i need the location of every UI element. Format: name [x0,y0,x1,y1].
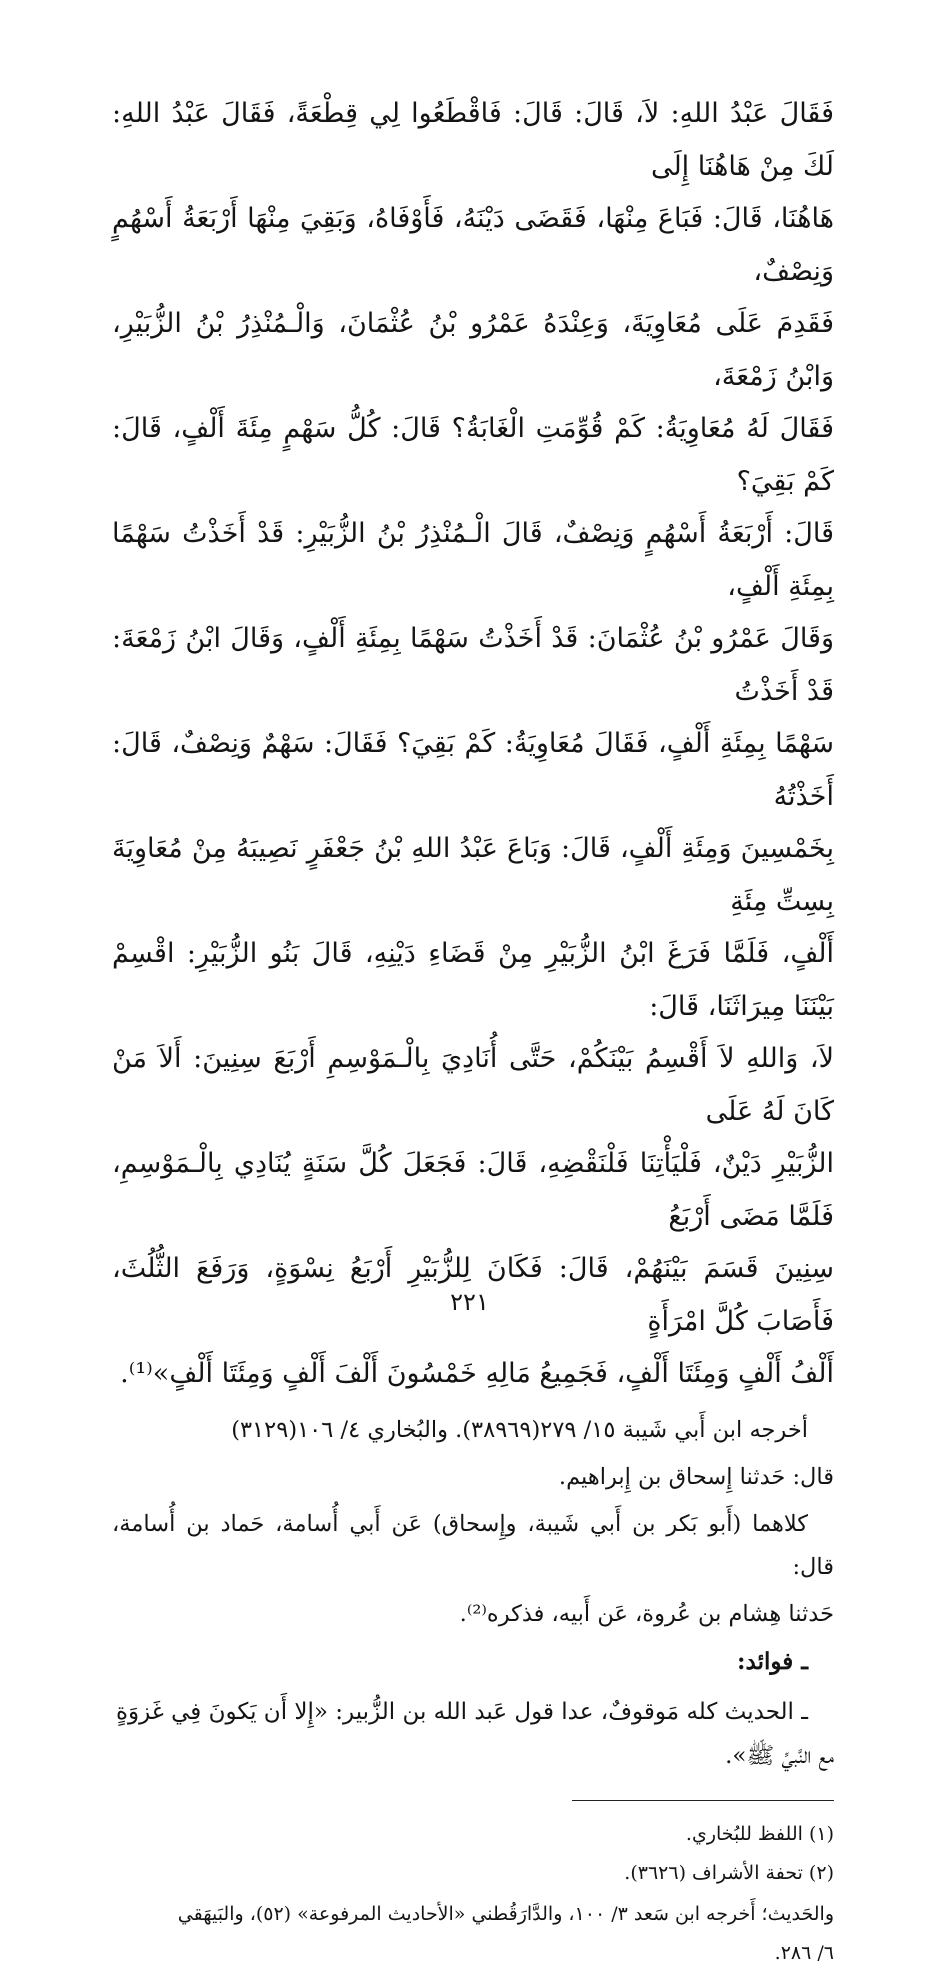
footnotes [112,1815,834,1973]
page-content [112,88,834,1973]
fawaid-heading: ـ فوائد: [737,1647,808,1675]
hadith-line: فَقَدِمَ عَلَى مُعَاوِيَةَ، وَعِنْدَهُ عَمْرُو بْنُ عُثْمَانَ، وَالْـمُنْذِرُ بْنُ الزُّبَيْرِ، وَابْنُ زَمْعَةَ، [112,308,834,392]
hadith-line: قَالَ: أَرْبَعَةُ أَسْهُمٍ وَنِصْفٌ، قَالَ الْـمُنْذِرُ بْنُ الزُّبَيْرِ: قَدْ أَخَذْتُ سَهْمًا بِمِئَةِ أَلْفٍ، [112,518,834,602]
hadith-line: فَقَالَ لَهُ مُعَاوِيَةُ: كَمْ قُوِّمَتِ الْغَابَةُ؟ قَالَ: كُلُّ سَهْمٍ مِئَةَ أَلْفٍ، قَالَ: كَمْ بَقِيَ؟ [112,413,834,497]
hadith-line: أَلْفٍ، فَلَمَّا فَرَغَ ابْنُ الزُّبَيْرِ مِنْ قَضَاءِ دَيْنِهِ، قَالَ بَنُو الزُّبَيْرِ: اقْسِمْ بَيْنَنَا مِيرَاثَنَا، قَالَ: [112,938,834,1022]
takhrij-line: كلاهما (أَبو بَكر بن أَبي شَيبة، وإِسحاق) عَن أَبي أُسامة، حَماد بن أُسامة، قال: [112,1510,834,1580]
takhrij-line: قال: حَدثنا إِسحاق بن إِبراهيم. [558,1463,834,1490]
hadith-line: سِنِينَ قَسَمَ بَيْنَهُمْ، قَالَ: فَكَانَ لِلزُّبَيْرِ أَرْبَعُ نِسْوَةٍ، وَرَفَعَ الثُّلُثَ، فَأَصَابَ كُلَّ امْرَأَةٍ [112,1253,834,1337]
footnote-2-continuation: ٦/ ٢٨٦. [774,1941,834,1964]
hadith-line: لاَ، وَاللهِ لاَ أَقْسِمُ بَيْنَكُمْ، حَتَّى أُنَادِيَ بِالْـمَوْسِمِ أَرْبَعَ سِنِينَ: أَلاَ مَنْ كَانَ لَهُ عَلَى [112,1043,834,1127]
fawaid-text: ـ الحديث كله مَوقوفٌ، عدا قول عَبد الله بن الزُّبير: «إِلا أَن يَكونَ فِي غَزوَةٍ [115,1698,808,1725]
hadith-line: هَاهُنَا، قَالَ: فَبَاعَ مِنْهَا، فَقَضَى دَيْنَهُ، فَأَوْفَاهُ، وَبَقِيَ مِنْهَا أَرْبَعَةُ أَسْهُمٍ وَنِصْفٌ، [112,203,834,287]
fawaid-text: مع النَّبيِّ ﷺ». [725,1742,834,1769]
takhrij-line: حَدثنا هِشام بن عُروة، عَن أَبيه، فذكره⁽²⁾. [459,1600,834,1627]
hadith-line: وَقَالَ عَمْرُو بْنُ عُثْمَانَ: قَدْ أَخَذْتُ سَهْمًا بِمِئَةِ أَلْفٍ، وَقَالَ ابْنُ زَمْعَةَ: قَدْ أَخَذْتُ [112,623,834,707]
footnote-2: (٢) تحفة الأشراف (٣٦٢٦). [624,1861,834,1884]
footnote-divider [572,1800,834,1801]
footnote-2-continuation: والحَديث؛ أَخرجه ابن سَعد ٣/ ١٠٠، والدَّارَقُطني «الأحاديث المرفوعة» (٥٢)، والبَيهَقي [177,1902,834,1925]
footnote-1: (١) اللفظ للبُخاري. [685,1822,834,1845]
hadith-line: بِخَمْسِينَ وَمِئَةِ أَلْفٍ، قَالَ: وَبَاعَ عَبْدُ اللهِ بْنُ جَعْفَرٍ نَصِيبَهُ مِنْ مُعَاوِيَةَ بِسِتِّ مِئَةِ [112,833,834,917]
hadith-line: فَقَالَ عَبْدُ اللهِ: لاَ، قَالَ: قَالَ: فَاقْطَعُوا لِي قِطْعَةً، فَقَالَ عَبْدُ اللهِ: لَكَ مِنْ هَاهُنَا إِلَى [112,98,834,182]
page-number: ٢٢١ [450,1288,489,1316]
hadith-line: الزُّبَيْرِ دَيْنٌ، فَلْيَأْتِنَا فَلْنَقْضِهِ، قَالَ: فَجَعَلَ كُلَّ سَنَةٍ يُنَادِي بِالْـمَوْسِمِ، فَلَمَّا مَضَى أَرْبَعُ [112,1148,834,1232]
takhrij-line: أخرجه ابن أَبي شَيبة ١٥/ ٢٧٩(٣٨٩٦٩). والبُخاري ٤/ ١٠٦(٣١٢٩) [231,1416,808,1443]
hadith-text [112,88,834,1401]
hadith-line: أَلْفُ أَلْفٍ وَمِئَتَا أَلْفٍ، فَجَمِيعُ مَالِهِ خَمْسُونَ أَلْفَ أَلْفٍ وَمِئَتَا أَلْفٍ»⁽¹⁾. [120,1358,834,1389]
hadith-line: سَهْمًا بِمِئَةِ أَلْفٍ، فَقَالَ مُعَاوِيَةُ: كَمْ بَقِيَ؟ فَقَالَ: سَهْمٌ وَنِصْفٌ، قَالَ: أَخَذْتُهُ [112,728,835,812]
takhrij-section [112,1409,834,1636]
